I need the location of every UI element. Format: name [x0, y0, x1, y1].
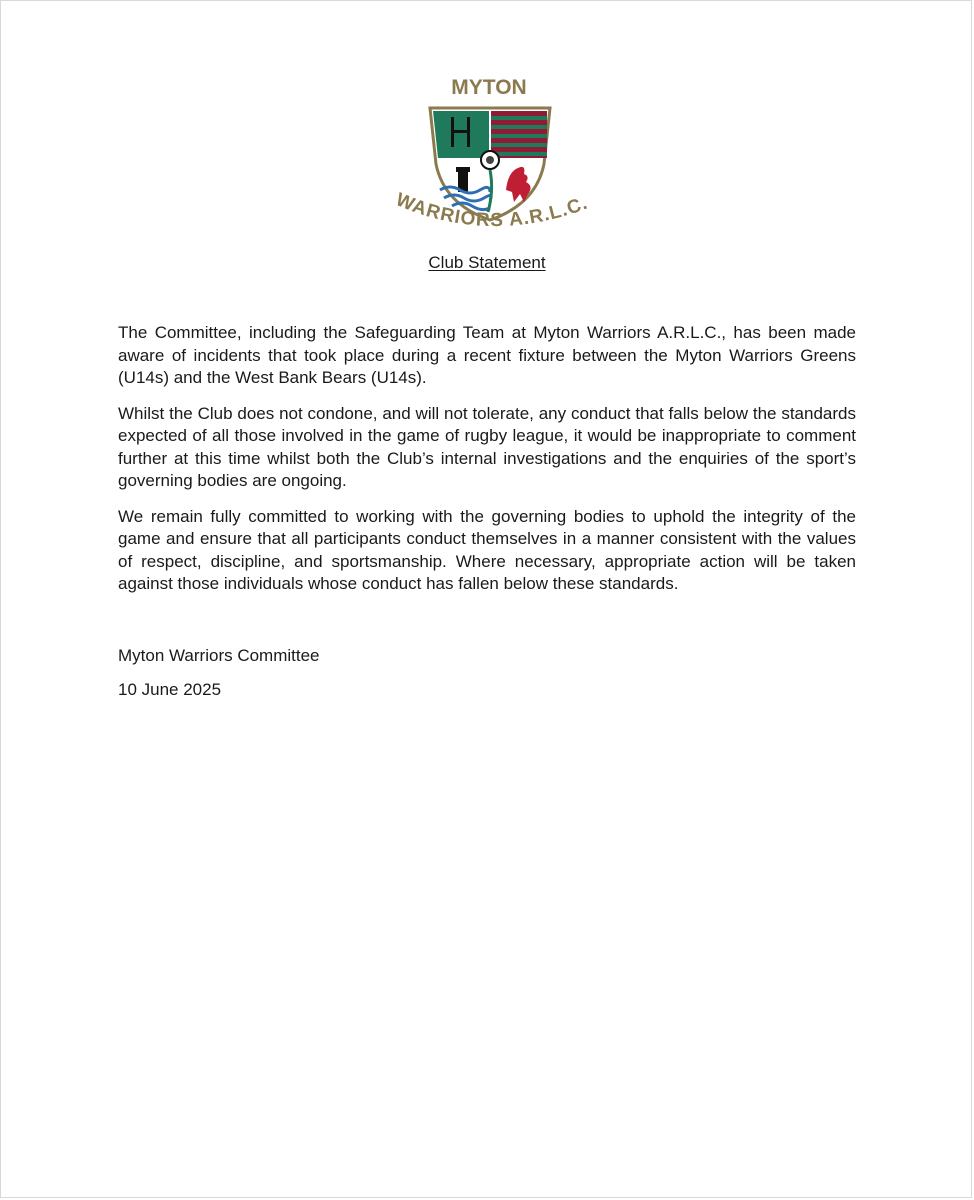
paragraph-1: The Committee, including the Safeguarding Team at Myton Warriors A.R.L.C., has been made aware of incidents that took place during a recent fixture between the Myton Warriors Greens (U14s) and the West Bank Bears (U14s). [118, 323, 856, 387]
statement-body [118, 322, 856, 609]
logo-bottom-text: WARRIORS A.R.L.C. [392, 189, 591, 232]
signoff-date: 10 June 2025 [118, 680, 222, 699]
paragraph-3: We remain fully committed to working with the governing bodies to uphold the integrity of the game and ensure that all participants conduct themselves in a manner consistent with the values of respect, discipline, and sportsmanship. Where necessary, appropriate action will be taken against those individuals whose conduct has fallen below these standards. [118, 506, 856, 593]
statement-title: Club Statement [428, 253, 546, 272]
logo-top-text: MYTON [451, 76, 527, 99]
signoff-block [118, 645, 320, 713]
club-crest-logo [384, 72, 594, 247]
paragraph-2: Whilst the Club does not condone, and will not tolerate, any conduct that falls below the standards expected of all those involved in the game of rugby league, it would be inappropriate to comment further at this time whilst both the Club’s internal investigations and the enquiries of the sport’s governing bodies are ongoing. [118, 403, 856, 490]
signoff-author: Myton Warriors Committee [118, 646, 320, 665]
